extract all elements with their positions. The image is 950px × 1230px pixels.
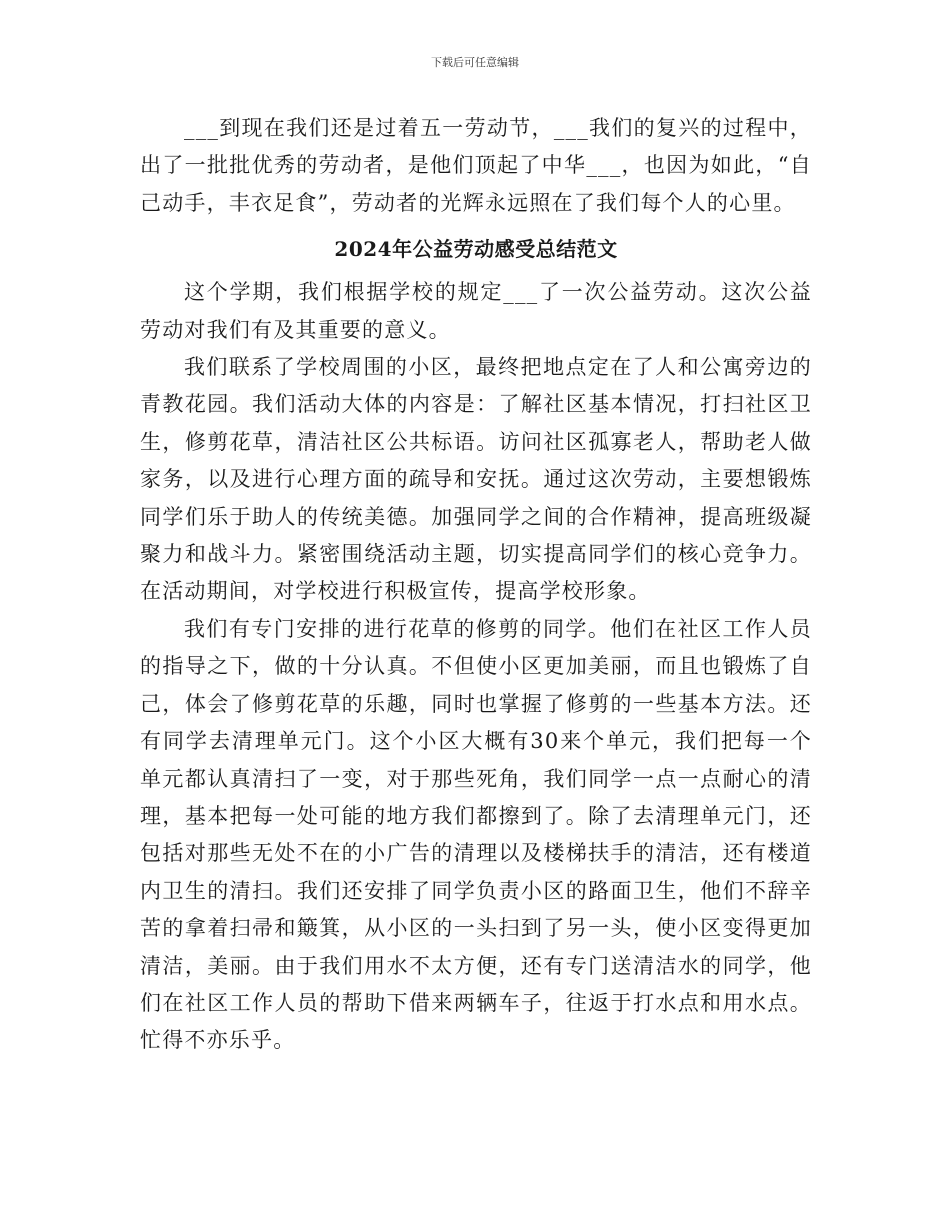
paragraph-2: 我们联系了学校周围的小区，最终把地点定在了人和公寓旁边的青教花园。我们活动大体的内容是：了解社区基本情况，打扫社区卫生，修剪花草，清洁社区公共标语。访问社区孤寡老人，帮助老人做家务，以及进行心理方面的疏导和安抚。通过这次劳动，主要想锻炼同学们乐于助人的传统美德。加强同学之间的合作精神，提高班级凝聚力和战斗力。紧密围绕活动主题，切实提高同学们的核心竞争力。在活动期间，对学校进行积极宣传，提高学校形象。 <box>140 355 812 604</box>
intro-paragraph: ___到现在我们还是过着五一劳动节，___我们的复兴的过程中，出了一批批优秀的劳动者，是他们顶起了中华___，也因为如此，“自己动手，丰衣足食”，劳动者的光辉永远照在了我们每个人的心里。 <box>140 116 812 215</box>
document-title: 2024年公益劳动感受总结范文 <box>334 237 618 262</box>
paragraph-3: 我们有专门安排的进行花草的修剪的同学。他们在社区工作人员的指导之下，做的十分认真。不但使小区更加美丽，而且也锻炼了自己，体会了修剪花草的乐趣，同时也掌握了修剪的一些基本方法。还有同学去清理单元门。这个小区大概有30来个单元，我们把每一个单元都认真清扫了一变，对于那些死角，我们同学一点一点耐心的清理，基本把每一处可能的地方我们都擦到了。除了去清理单元门，还包括对那些无处不在的小广告的清理以及楼梯扶手的清洁，还有楼道内卫生的清扫。我们还安排了同学负责小区的路面卫生，他们不辞辛苦的拿着扫帚和簸箕，从小区的一头扫到了另一头，使小区变得更加清洁，美丽。由于我们用水不太方便，还有专门送清洁水的同学，他们在社区工作人员的帮助下借来两辆车子，往返于打水点和用水点。忙得不亦乐乎。 <box>140 616 812 1053</box>
paragraph-1: 这个学期，我们根据学校的规定___了一次公益劳动。这次公益劳动对我们有及其重要的意义。 <box>140 280 812 342</box>
page-header: 下载后可任意编辑 <box>431 56 519 69</box>
document-body <box>140 110 812 1060</box>
